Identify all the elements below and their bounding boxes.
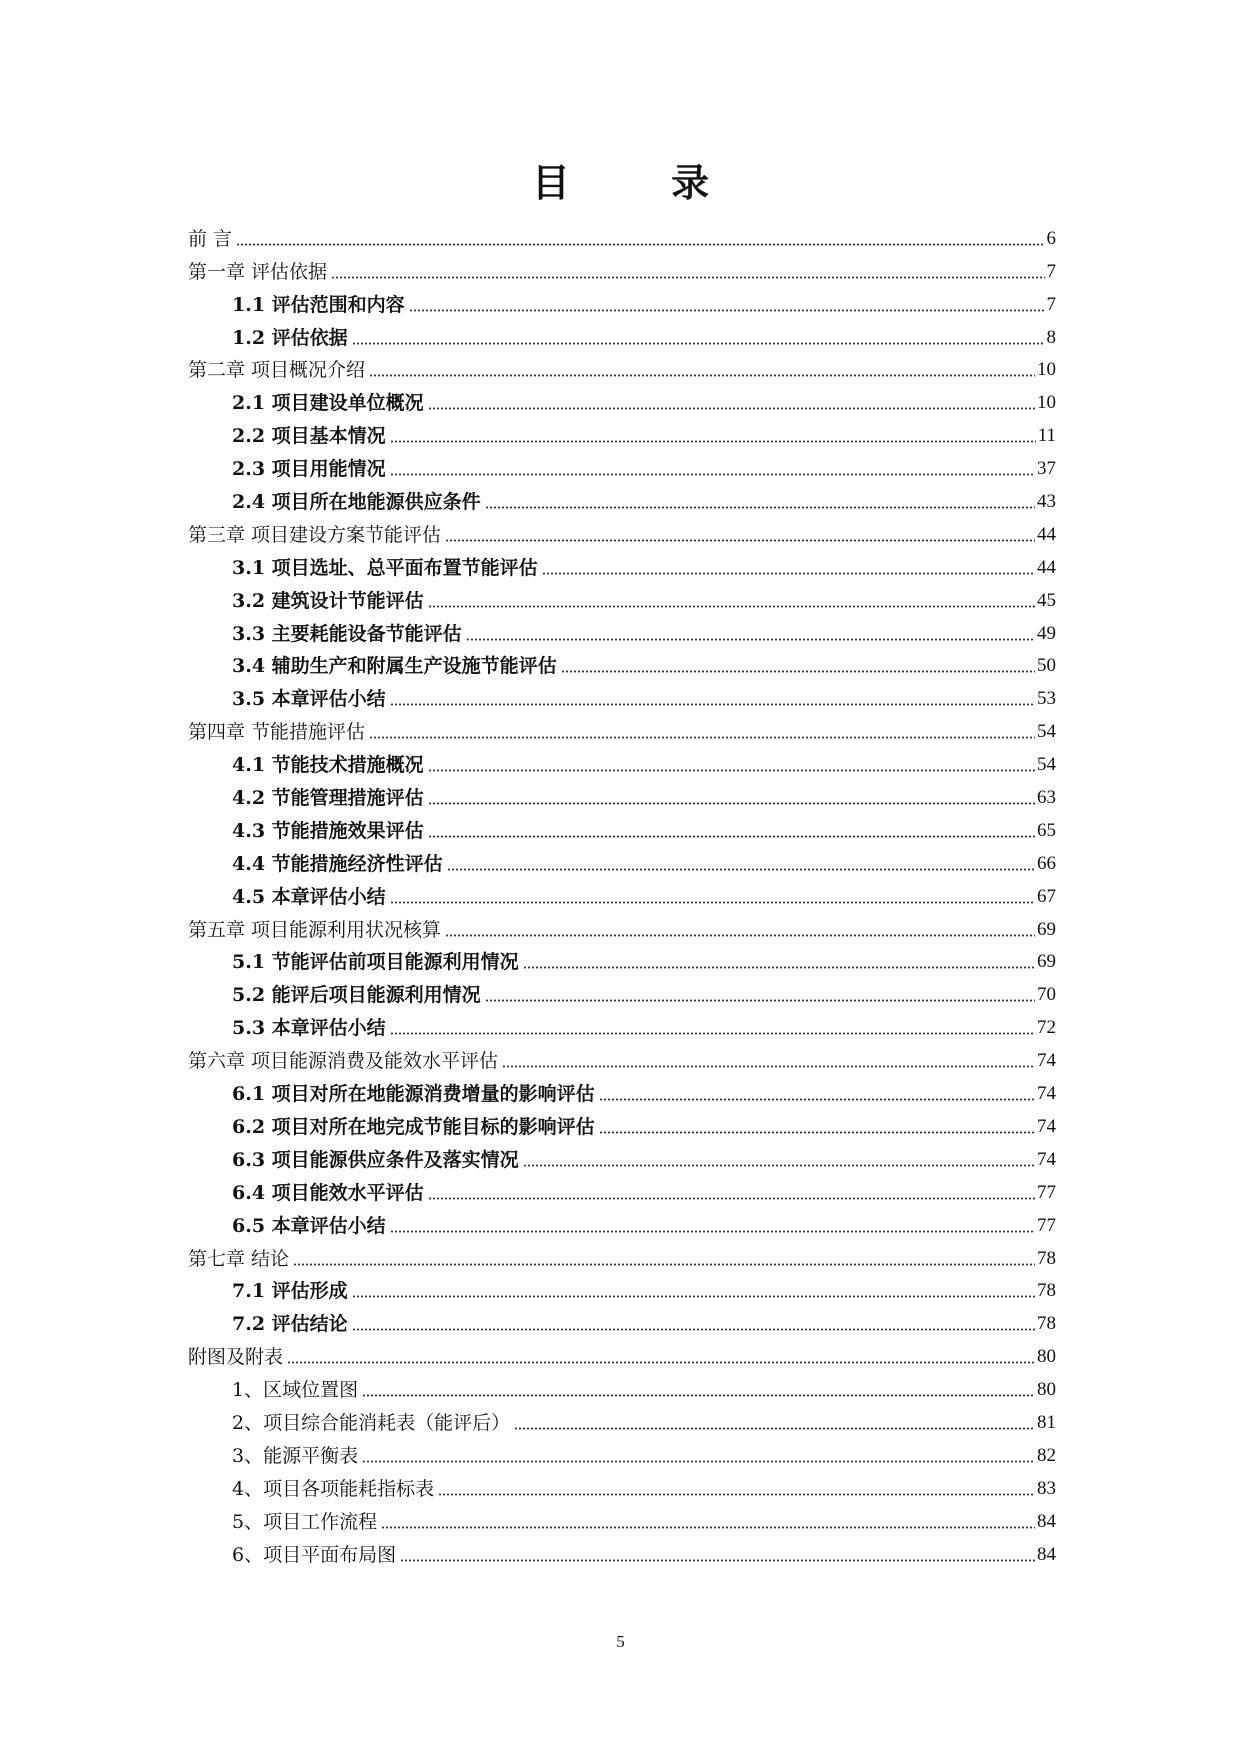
dot-leader: [390, 1219, 1035, 1233]
toc-entry-page: 77: [1037, 1181, 1056, 1203]
toc-entry[interactable]: [188, 646, 1056, 679]
toc-entry-title: 4.2 节能管理措施评估: [232, 787, 424, 810]
dot-leader: [362, 1383, 1035, 1397]
toc-entry[interactable]: [188, 382, 1056, 415]
toc-entry-page: 37: [1037, 458, 1056, 480]
toc-entry[interactable]: [188, 1303, 1056, 1336]
toc-entry-title: 6.5 本章评估小结: [232, 1214, 386, 1237]
toc-entry-page: 66: [1037, 852, 1056, 874]
dot-leader: [428, 594, 1035, 608]
toc-entry[interactable]: [188, 777, 1056, 810]
toc-entry-page: 78: [1037, 1313, 1056, 1335]
toc-entry-title: 2.2 项目基本情况: [232, 425, 386, 448]
dot-leader: [390, 429, 1036, 443]
dot-leader: [599, 1087, 1035, 1101]
toc-entry-page: 77: [1037, 1214, 1056, 1236]
toc-entry[interactable]: [188, 481, 1056, 514]
toc-entry-page: 80: [1037, 1379, 1056, 1401]
dot-leader: [428, 791, 1035, 805]
dot-leader: [466, 627, 1035, 641]
toc-entry-title: 6.3 项目能源供应条件及落实情况: [232, 1148, 519, 1171]
dot-leader: [352, 1317, 1035, 1331]
toc-entry-title: 5.2 能评后项目能源利用情况: [232, 984, 481, 1007]
dot-leader: [236, 232, 1044, 246]
toc-entry[interactable]: [188, 678, 1056, 711]
dot-leader: [599, 1120, 1035, 1134]
toc-entry[interactable]: [188, 1238, 1056, 1271]
toc-entry-page: 74: [1037, 1050, 1056, 1072]
toc-entry-page: 84: [1037, 1543, 1056, 1565]
toc-entry-title: 3.4 辅助生产和附属生产设施节能评估: [232, 655, 557, 678]
dot-leader: [447, 857, 1035, 871]
toc-entry[interactable]: [188, 876, 1056, 909]
dot-leader: [502, 1054, 1035, 1068]
toc-entry[interactable]: [188, 1007, 1056, 1040]
toc-entry-title: 6、项目平面布局图: [232, 1543, 397, 1566]
toc-entry[interactable]: [188, 218, 1056, 251]
toc-entry-title: 1.2 评估依据: [232, 326, 348, 349]
toc-entry-page: 74: [1037, 1115, 1056, 1137]
toc-entry[interactable]: [188, 1435, 1056, 1468]
toc-entry-page: 63: [1037, 787, 1056, 809]
dot-leader: [381, 1515, 1035, 1529]
toc-entry-page: 69: [1037, 951, 1056, 973]
dot-leader: [445, 528, 1035, 542]
dot-leader: [428, 1186, 1035, 1200]
toc-entry-page: 83: [1037, 1477, 1056, 1499]
dot-leader: [409, 298, 1045, 312]
toc-entry[interactable]: [188, 1172, 1056, 1205]
toc-entry-page: 10: [1037, 359, 1056, 381]
dot-leader: [514, 1416, 1035, 1430]
toc-entry-title: 第五章 项目能源利用状况核算: [188, 918, 442, 941]
dot-leader: [523, 955, 1035, 969]
table-of-contents: [188, 218, 1056, 1567]
toc-entry-page: 78: [1037, 1280, 1056, 1302]
toc-entry-title: 2、项目综合能消耗表（能评后）: [232, 1411, 511, 1434]
toc-entry[interactable]: [188, 415, 1056, 448]
toc-entry[interactable]: [188, 580, 1056, 613]
dot-leader: [352, 331, 1045, 345]
toc-entry-title: 6.2 项目对所在地完成节能目标的影响评估: [232, 1115, 595, 1138]
toc-entry-page: 80: [1037, 1346, 1056, 1368]
toc-entry[interactable]: [188, 843, 1056, 876]
dot-leader: [428, 758, 1035, 772]
toc-entry-page: 8: [1046, 326, 1056, 348]
dot-leader: [390, 462, 1035, 476]
toc-entry-page: 54: [1037, 721, 1056, 743]
page-number: 5: [616, 1632, 625, 1651]
dot-leader: [542, 561, 1035, 575]
toc-entry[interactable]: [188, 1271, 1056, 1304]
dot-leader: [369, 725, 1035, 739]
toc-entry-page: 10: [1037, 392, 1056, 414]
toc-entry[interactable]: [188, 613, 1056, 646]
toc-entry[interactable]: [188, 350, 1056, 383]
toc-entry[interactable]: [188, 251, 1056, 284]
toc-entry[interactable]: [188, 810, 1056, 843]
toc-entry-title: 2.4 项目所在地能源供应条件: [232, 491, 481, 514]
dot-leader: [390, 1021, 1035, 1035]
toc-entry-title: 4.4 节能措施经济性评估: [232, 852, 443, 875]
dot-leader: [485, 988, 1035, 1002]
toc-entry[interactable]: [188, 1139, 1056, 1172]
toc-entry-title: 1.1 评估范围和内容: [232, 293, 405, 316]
toc-entry-page: 82: [1037, 1444, 1056, 1466]
toc-entry-page: 67: [1037, 885, 1056, 907]
toc-entry[interactable]: [188, 547, 1056, 580]
page-title: 目 录: [531, 161, 754, 205]
toc-entry-page: 74: [1037, 1083, 1056, 1105]
toc-entry[interactable]: [188, 1040, 1056, 1073]
toc-entry[interactable]: [188, 711, 1056, 744]
dot-leader: [352, 1284, 1035, 1298]
toc-entry[interactable]: [188, 1073, 1056, 1106]
toc-entry-title: 3.1 项目选址、总平面布置节能评估: [232, 556, 538, 579]
dot-leader: [362, 1449, 1035, 1463]
toc-entry-page: 7: [1046, 260, 1056, 282]
toc-entry[interactable]: [188, 942, 1056, 975]
toc-entry-page: 78: [1037, 1247, 1056, 1269]
toc-entry-title: 3.2 建筑设计节能评估: [232, 589, 424, 612]
toc-entry-page: 49: [1037, 622, 1056, 644]
toc-entry-title: 2.1 项目建设单位概况: [232, 392, 424, 415]
toc-entry-page: 69: [1037, 918, 1056, 940]
toc-entry[interactable]: [188, 1501, 1056, 1534]
dot-leader: [369, 363, 1035, 377]
toc-entry-title: 5.3 本章评估小结: [232, 1017, 386, 1040]
toc-entry-title: 4.3 节能措施效果评估: [232, 819, 424, 842]
toc-entry-title: 4.1 节能技术措施概况: [232, 754, 424, 777]
toc-entry-page: 54: [1037, 754, 1056, 776]
toc-entry-title: 6.4 项目能效水平评估: [232, 1181, 424, 1204]
dot-leader: [428, 396, 1035, 410]
toc-entry-title: 4.5 本章评估小结: [232, 885, 386, 908]
toc-entry-title: 前 言: [188, 227, 233, 250]
toc-entry-title: 6.1 项目对所在地能源消费增量的影响评估: [232, 1083, 595, 1106]
dot-leader: [390, 692, 1035, 706]
toc-entry-title: 第四章 节能措施评估: [188, 721, 366, 744]
toc-entry[interactable]: [188, 1468, 1056, 1501]
toc-entry[interactable]: [188, 514, 1056, 547]
dot-leader: [400, 1548, 1035, 1562]
dot-leader: [485, 495, 1035, 509]
toc-entry-title: 第三章 项目建设方案节能评估: [188, 523, 442, 546]
toc-entry[interactable]: [188, 317, 1056, 350]
dot-leader: [428, 824, 1035, 838]
toc-entry-page: 81: [1037, 1411, 1056, 1433]
toc-entry-page: 43: [1037, 491, 1056, 513]
toc-entry-page: 11: [1037, 425, 1056, 447]
dot-leader: [293, 1252, 1035, 1266]
toc-entry[interactable]: [188, 974, 1056, 1007]
toc-entry-page: 45: [1037, 589, 1056, 611]
toc-entry-title: 第一章 评估依据: [188, 260, 328, 283]
toc-entry-title: 7.2 评估结论: [232, 1313, 348, 1336]
toc-entry[interactable]: [188, 1106, 1056, 1139]
toc-entry[interactable]: [188, 1534, 1056, 1567]
toc-entry[interactable]: [188, 1402, 1056, 1435]
toc-entry-page: 53: [1037, 688, 1056, 710]
toc-entry[interactable]: [188, 1205, 1056, 1238]
toc-entry-page: 72: [1037, 1017, 1056, 1039]
toc-entry-title: 3.3 主要耗能设备节能评估: [232, 622, 462, 645]
dot-leader: [523, 1153, 1035, 1167]
toc-entry-title: 1、区域位置图: [232, 1379, 359, 1402]
toc-entry-title: 第七章 结论: [188, 1247, 290, 1270]
toc-entry-page: 6: [1046, 227, 1056, 249]
toc-entry-title: 第六章 项目能源消费及能效水平评估: [188, 1050, 499, 1073]
toc-entry-title: 5、项目工作流程: [232, 1510, 378, 1533]
toc-entry-title: 3.5 本章评估小结: [232, 688, 386, 711]
toc-entry-title: 2.3 项目用能情况: [232, 458, 386, 481]
toc-entry-page: 84: [1037, 1510, 1056, 1532]
toc-entry-title: 3、能源平衡表: [232, 1444, 359, 1467]
toc-entry[interactable]: [188, 744, 1056, 777]
dot-leader: [438, 1482, 1035, 1496]
toc-entry[interactable]: [188, 448, 1056, 481]
toc-entry-title: 5.1 节能评估前项目能源利用情况: [232, 951, 519, 974]
toc-entry-page: 65: [1037, 819, 1056, 841]
toc-entry[interactable]: [188, 284, 1056, 317]
dot-leader: [287, 1350, 1035, 1364]
toc-entry[interactable]: [188, 1369, 1056, 1402]
dot-leader: [445, 923, 1035, 937]
toc-entry[interactable]: [188, 1336, 1056, 1369]
dot-leader: [390, 890, 1035, 904]
toc-entry-page: 44: [1037, 523, 1056, 545]
toc-entry-page: 74: [1037, 1148, 1056, 1170]
toc-entry-title: 附图及附表: [188, 1346, 284, 1369]
dot-leader: [331, 265, 1044, 279]
toc-entry-page: 70: [1037, 984, 1056, 1006]
toc-entry-page: 50: [1037, 655, 1056, 677]
toc-entry-title: 4、项目各项能耗指标表: [232, 1477, 435, 1500]
toc-entry-title: 7.1 评估形成: [232, 1280, 348, 1303]
toc-entry-page: 44: [1037, 556, 1056, 578]
toc-entry-page: 7: [1046, 293, 1056, 315]
toc-entry-title: 第二章 项目概况介绍: [188, 359, 366, 382]
dot-leader: [561, 659, 1035, 673]
toc-entry[interactable]: [188, 909, 1056, 942]
